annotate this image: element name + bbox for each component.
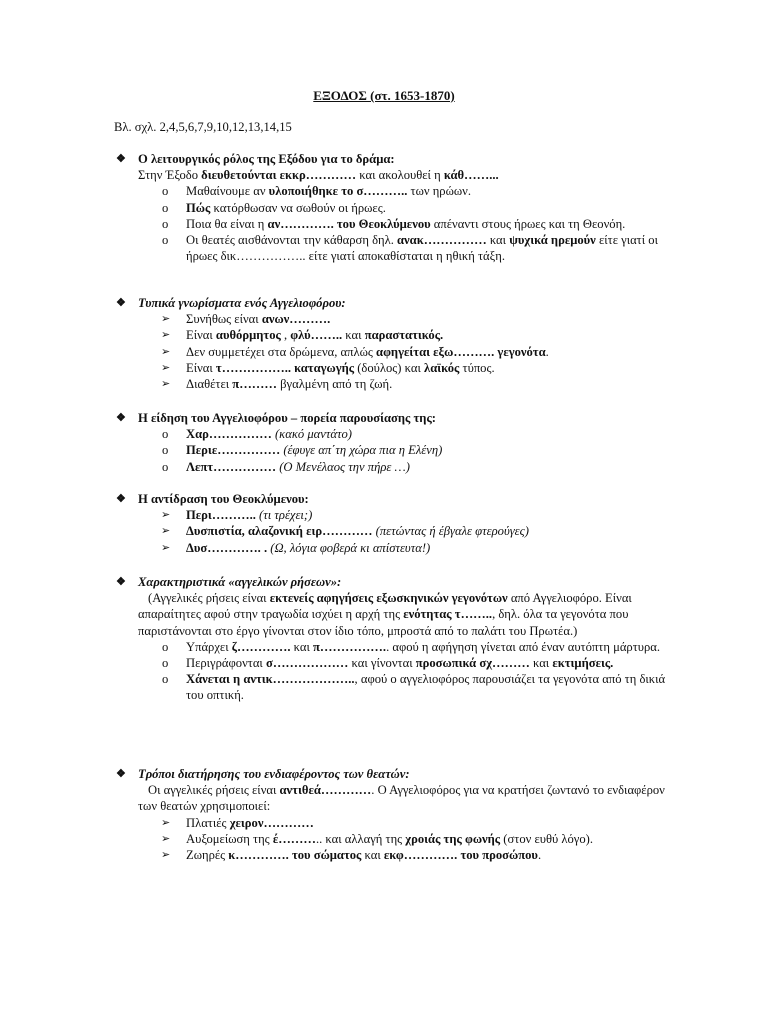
- section-intro: Οι αγγελικές ρήσεις είναι αντιθεά…………. Ο Αγγελιοφόρος για να κρατήσει ζωντανό το ενδιαφέρον των θεατών χρησιμοποιεί:: [138, 783, 665, 814]
- list-item: o Λεπτ…………… (Ο Μενέλαος την πήρε …): [162, 459, 410, 474]
- section-news-presentation: [114, 410, 674, 475]
- section-messenger-traits: [114, 295, 674, 392]
- list-item: ➢ Περι……….. (τι τρέχει;): [161, 508, 313, 523]
- diamond-bullet-icon: ❖: [116, 297, 126, 309]
- page-title: ΕΞΟΔΟΣ (στ. 1653-1870): [313, 88, 455, 103]
- circle-bullet-icon: o: [162, 459, 169, 474]
- diamond-bullet-icon: ❖: [116, 153, 126, 165]
- list-item: ➢ Δυσ…………. . (Ω, λόγια φοβερά κι απίστευτα!): [161, 540, 431, 555]
- arrow-bullet-icon: ➢: [161, 849, 171, 862]
- list-item: ➢ Πλατιές χειρον…………: [161, 815, 314, 830]
- circle-bullet-icon: o: [162, 200, 169, 215]
- section-audience-interest: [114, 766, 674, 863]
- diamond-bullet-icon: ❖: [116, 768, 126, 780]
- circle-bullet-icon: o: [162, 184, 169, 199]
- list-item: ➢ Διαθέτει π……… βγαλμένη από τη ζωή.: [161, 377, 393, 392]
- arrow-bullet-icon: ➢: [161, 525, 171, 538]
- arrow-bullet-icon: ➢: [161, 313, 171, 326]
- reference-line: Βλ. σχλ. 2,4,5,6,7,9,10,12,13,14,15: [114, 120, 292, 134]
- section-heading: ❖ Τυπικά γνωρίσματα ενός Αγγελιοφόρου:: [116, 296, 346, 310]
- arrow-bullet-icon: ➢: [161, 345, 171, 358]
- circle-bullet-icon: o: [162, 233, 169, 248]
- section-heading: ❖ Χαρακτηριστικά «αγγελικών ρήσεων»:: [116, 575, 342, 589]
- arrow-bullet-icon: ➢: [161, 832, 171, 845]
- arrow-bullet-icon: ➢: [161, 541, 171, 554]
- arrow-bullet-icon: ➢: [161, 816, 171, 829]
- list-item: ➢ Δεν συμμετέχει στα δρώμενα, απλώς αφηγείται εξω………. γεγονότα.: [161, 344, 549, 359]
- circle-bullet-icon: o: [162, 656, 169, 671]
- circle-bullet-icon: o: [162, 443, 169, 458]
- circle-bullet-icon: o: [162, 672, 169, 687]
- section-intro: Στην Έξοδο διευθετούνται εκκρ………… και ακολουθεί η κάθ……...: [138, 168, 499, 183]
- list-item: o Περιγράφονται σ……………… και γίνονται προσωπικά σχ……… και εκτιμήσεις.: [162, 656, 614, 671]
- arrow-bullet-icon: ➢: [161, 378, 171, 391]
- diamond-bullet-icon: ❖: [116, 493, 126, 505]
- section-heading: ❖ Τρόποι διατήρησης του ενδιαφέροντος των θεατών:: [116, 767, 410, 781]
- section-heading: ❖ Ο λειτουργικός ρόλος της Εξόδου για το δράμα:: [116, 152, 395, 166]
- section-role-of-exodus: [114, 151, 674, 264]
- circle-bullet-icon: o: [162, 639, 169, 654]
- list-item: o Υπάρχει ζ…………. και π…………….. αφού η αφήγηση γίνεται από έναν αυτόπτη μάρτυρα.: [162, 639, 661, 654]
- arrow-bullet-icon: ➢: [161, 509, 171, 522]
- circle-bullet-icon: o: [162, 427, 169, 442]
- circle-bullet-icon: o: [162, 216, 169, 231]
- list-item: ➢ Είναι αυθόρμητος , φλύ…….. και παραστατικός.: [161, 328, 444, 343]
- list-item: o Πώς κατόρθωσαν να σωθούν οι ήρωες.: [162, 200, 386, 215]
- arrow-bullet-icon: ➢: [161, 329, 171, 342]
- diamond-bullet-icon: ❖: [116, 412, 126, 424]
- list-item: o Μαθαίνουμε αν υλοποιήθηκε το σ……….. των ηρώων.: [162, 184, 472, 199]
- list-item: ➢ Είναι τ…………….. καταγωγής (δούλος) και λαϊκός τύπος.: [161, 360, 495, 375]
- diamond-bullet-icon: ❖: [116, 576, 126, 588]
- section-heading: ❖ Η είδηση του Αγγελιοφόρου – πορεία παρουσίασης της:: [116, 411, 436, 425]
- list-item: o Χάνεται η αντικ……………….., αφού ο αγγελιοφόρος παρουσιάζει τα γεγονότα από τη δικιά του οπτική.: [162, 672, 666, 703]
- list-item: ➢ Ζωηρές κ…………. του σώματος και εκφ…………. του προσώπου.: [161, 848, 542, 863]
- list-item: o Περιε…………… (έφυγε απ΄τη χώρα πια η Ελένη): [162, 443, 443, 458]
- list-item: o Χαρ…………… (κακό μαντάτο): [162, 427, 352, 442]
- list-item: o Ποια θα είναι η αν…………. του Θεοκλύμενου απέναντι στους ήρωες και τη Θεονόη.: [162, 216, 626, 231]
- list-item: ➢ Συνήθως είναι ανων……….: [161, 312, 331, 327]
- arrow-bullet-icon: ➢: [161, 361, 171, 374]
- list-item: ➢ Αυξομείωση της έ……….. και αλλαγή της χροιάς της φωνής (στον ευθύ λόγο).: [161, 831, 594, 846]
- list-item: o Οι θεατές αισθάνονται την κάθαρση δηλ. ανακ…………… και ψυχικά ηρεμούν είτε γιατί οι ήρωες δικ…………….. είτε γιατί αποκαθίσταται η ηθική τάξη.: [162, 233, 658, 264]
- section-theoclymenus-reaction: [114, 491, 674, 556]
- list-item: ➢ Δυσπιστία, αλαζονική ειρ………… (πετώντας ή έβγαλε φτερούγες): [161, 524, 529, 539]
- section-messenger-speeches: [114, 574, 674, 704]
- section-heading: ❖ Η αντίδραση του Θεοκλύμενου:: [116, 492, 309, 506]
- section-intro: (Αγγελικές ρήσεις είναι εκτενείς αφηγήσεις εξωσκηνικών γεγονότων από Αγγελιοφόρο. Είναι απαραίτητες αφού στην τραγωδία ισχύει η αρχή της ενότητας τ…….., δηλ. όλα τα γεγονότα που παριστάνονται στο έργο γίνονται στον ίδιο τόπο, μπροστά από το παλάτι του Πρωτέα.): [138, 591, 632, 638]
